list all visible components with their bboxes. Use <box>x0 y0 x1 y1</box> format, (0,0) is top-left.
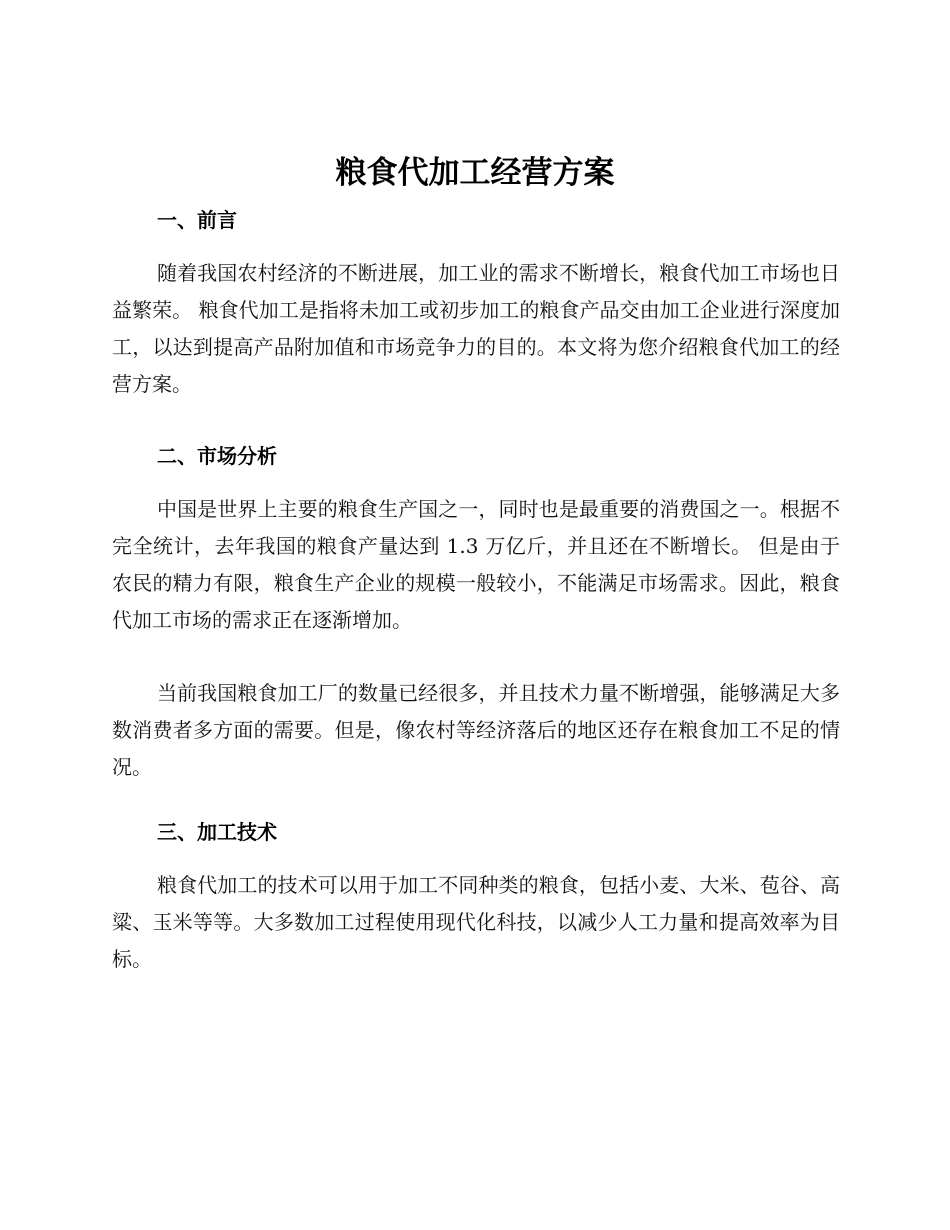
paragraph-processing-technology: 粮食代加工的技术可以用于加工不同种类的粮食，包括小麦、大米、苞谷、高粱、玉米等等。大多数加工过程使用现代化科技，以减少人工力量和提高效率为目标。 <box>112 873 840 971</box>
paragraph-preface: 随着我国农村经济的不断进展，加工业的需求不断增长，粮食代加工市场也日益繁荣。 粮食代加工是指将未加工或初步加工的粮食产品交由加工企业进行深度加工，以达到提高产品附加值和市场竞争力的目的。本文将为您介绍粮食代加工的经营方案。 <box>112 261 840 396</box>
section-heading-processing-technology: 三、加工技术 <box>157 820 277 844</box>
section-heading-preface: 一、前言 <box>157 208 237 232</box>
paragraph-market-analysis-1: 中国是世界上主要的粮食生产国之一，同时也是最重要的消费国之一。根据不完全统计，去年我国的粮食产量达到 1.3 万亿斤，并且还在不断增长。 但是由于农民的精力有限，粮食生产企业的规模一般较小，不能满足市场需求。因此，粮食代加工市场的需求正在逐渐增加。 <box>112 497 840 632</box>
paragraph-market-analysis-2: 当前我国粮食加工厂的数量已经很多，并且技术力量不断增强，能够满足大多数消费者多方面的需要。但是，像农村等经济落后的地区还存在粮食加工不足的情况。 <box>112 681 840 779</box>
section-heading-market-analysis: 二、市场分析 <box>157 444 277 468</box>
document-title: 粮食代加工经营方案 <box>335 155 615 191</box>
